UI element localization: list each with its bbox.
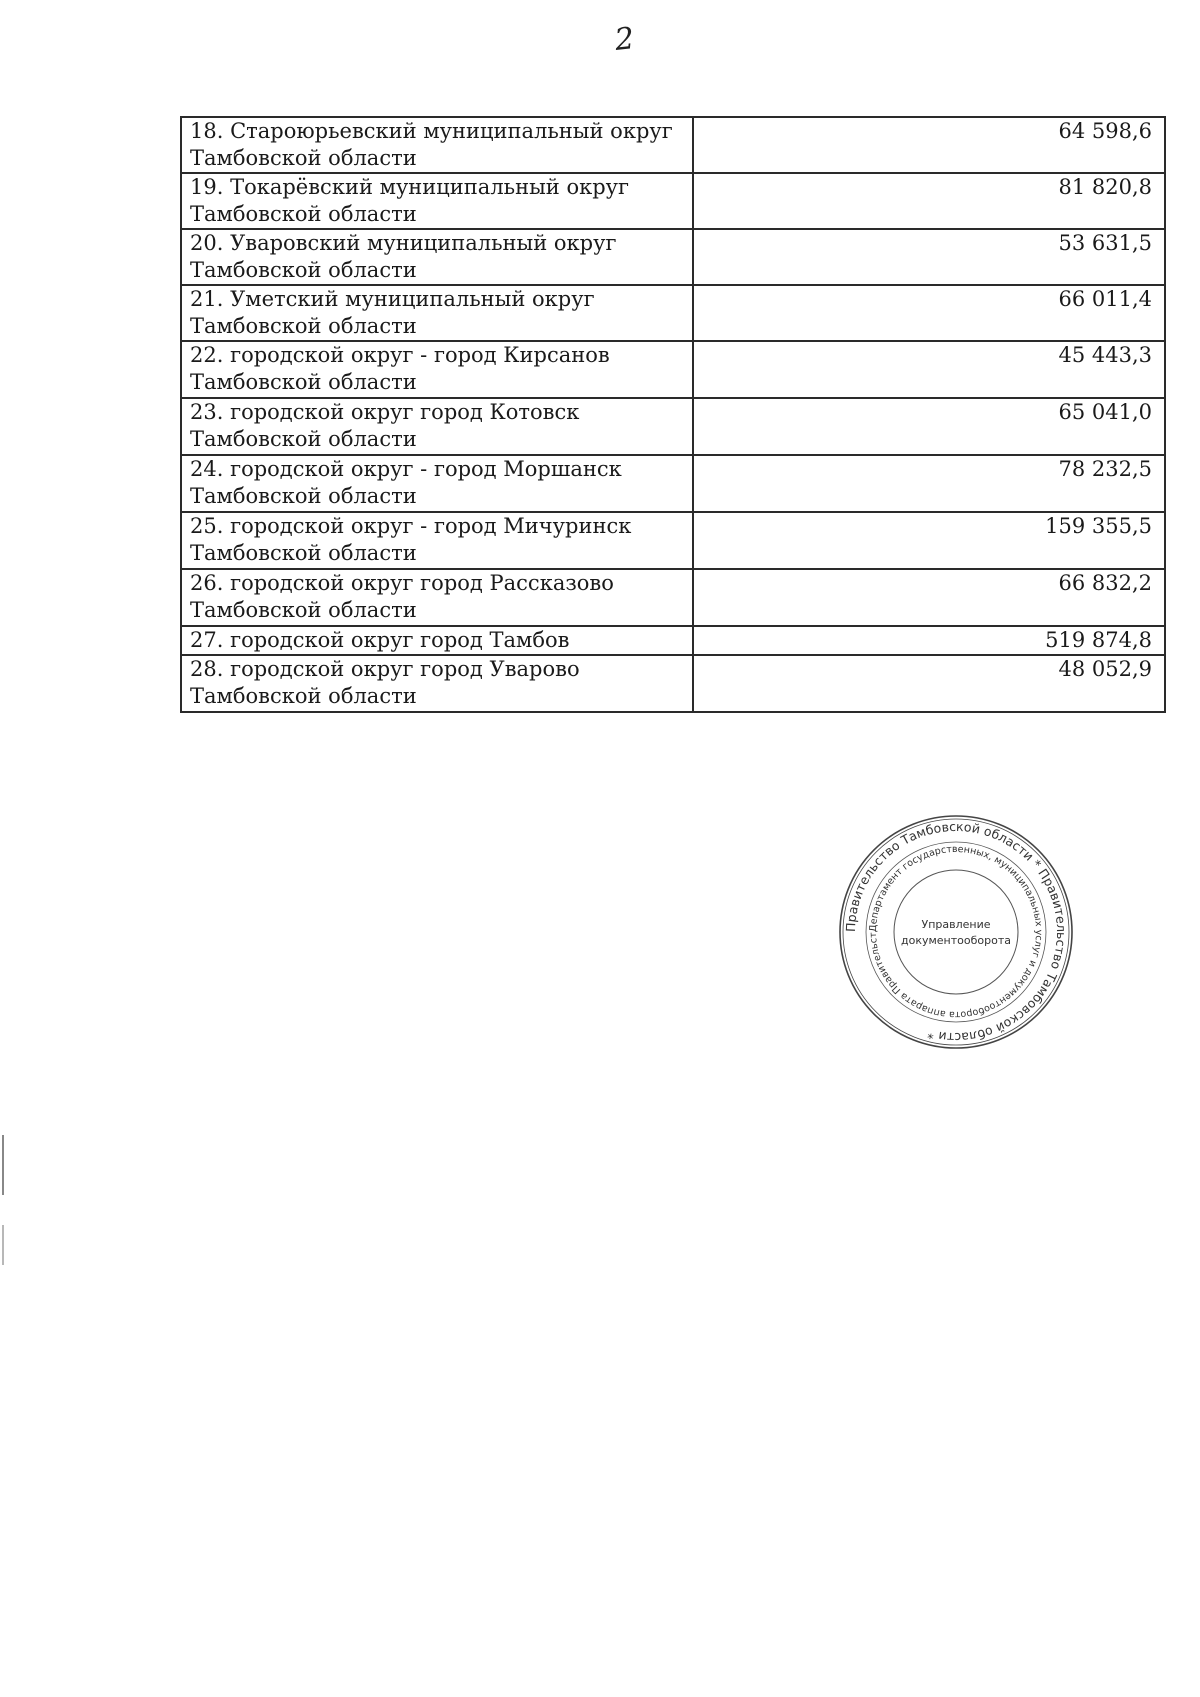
table-row <box>181 285 1165 341</box>
municipality-name: 18. Староюрьевский муниципальный округ Тамбовской области <box>181 117 693 173</box>
municipality-name: 19. Токарёвский муниципальный округ Тамбовской области <box>181 173 693 229</box>
allocation-value: 64 598,6 <box>693 117 1165 173</box>
allocation-value: 66 832,2 <box>693 569 1165 626</box>
scan-edge-mark <box>2 1225 4 1265</box>
table-row <box>181 398 1165 455</box>
table-row <box>181 173 1165 229</box>
page-number: 2 <box>613 21 636 58</box>
table-row <box>181 341 1165 398</box>
municipality-name: 22. городской округ - город Кирсанов Тамбовской области <box>181 341 693 398</box>
stamp-seal-icon <box>836 812 1076 1052</box>
allocation-value: 78 232,5 <box>693 455 1165 512</box>
stamp-inner-text: Департамент государственных, муниципальных услуг и документооборота аппарата Правительст <box>867 843 1045 1021</box>
allocation-value: 519 874,8 <box>693 626 1165 655</box>
table-row <box>181 229 1165 285</box>
table-row <box>181 512 1165 569</box>
allocation-value: 53 631,5 <box>693 229 1165 285</box>
allocation-table <box>180 116 1166 713</box>
allocation-value: 48 052,9 <box>693 655 1165 712</box>
official-stamp <box>836 812 1076 1052</box>
municipality-name: 25. городской округ - город Мичуринск Тамбовской области <box>181 512 693 569</box>
municipality-name: 20. Уваровский муниципальный округ Тамбовской области <box>181 229 693 285</box>
stamp-center-line1: Управление <box>921 918 991 931</box>
table-row <box>181 455 1165 512</box>
allocation-value: 45 443,3 <box>693 341 1165 398</box>
municipality-name: 26. городской округ город Рассказово Тамбовской области <box>181 569 693 626</box>
scan-edge-mark <box>2 1135 4 1195</box>
allocation-value: 66 011,4 <box>693 285 1165 341</box>
table-row <box>181 655 1165 712</box>
allocation-value: 81 820,8 <box>693 173 1165 229</box>
municipality-name: 21. Уметский муниципальный округ Тамбовской области <box>181 285 693 341</box>
stamp-outer-text: Правительство Тамбовской области * Правительство Тамбовской области * <box>842 818 1070 1046</box>
municipality-name: 28. городской округ город Уварово Тамбовской области <box>181 655 693 712</box>
allocation-value: 159 355,5 <box>693 512 1165 569</box>
allocation-value: 65 041,0 <box>693 398 1165 455</box>
stamp-center-line2: документооборота <box>901 934 1011 947</box>
table-row <box>181 117 1165 173</box>
municipality-name: 23. городской округ город Котовск Тамбовской области <box>181 398 693 455</box>
municipality-name: 27. городской округ город Тамбов <box>181 626 693 655</box>
municipality-name: 24. городской округ - город Моршанск Тамбовской области <box>181 455 693 512</box>
table-row <box>181 569 1165 626</box>
table-row <box>181 626 1165 655</box>
